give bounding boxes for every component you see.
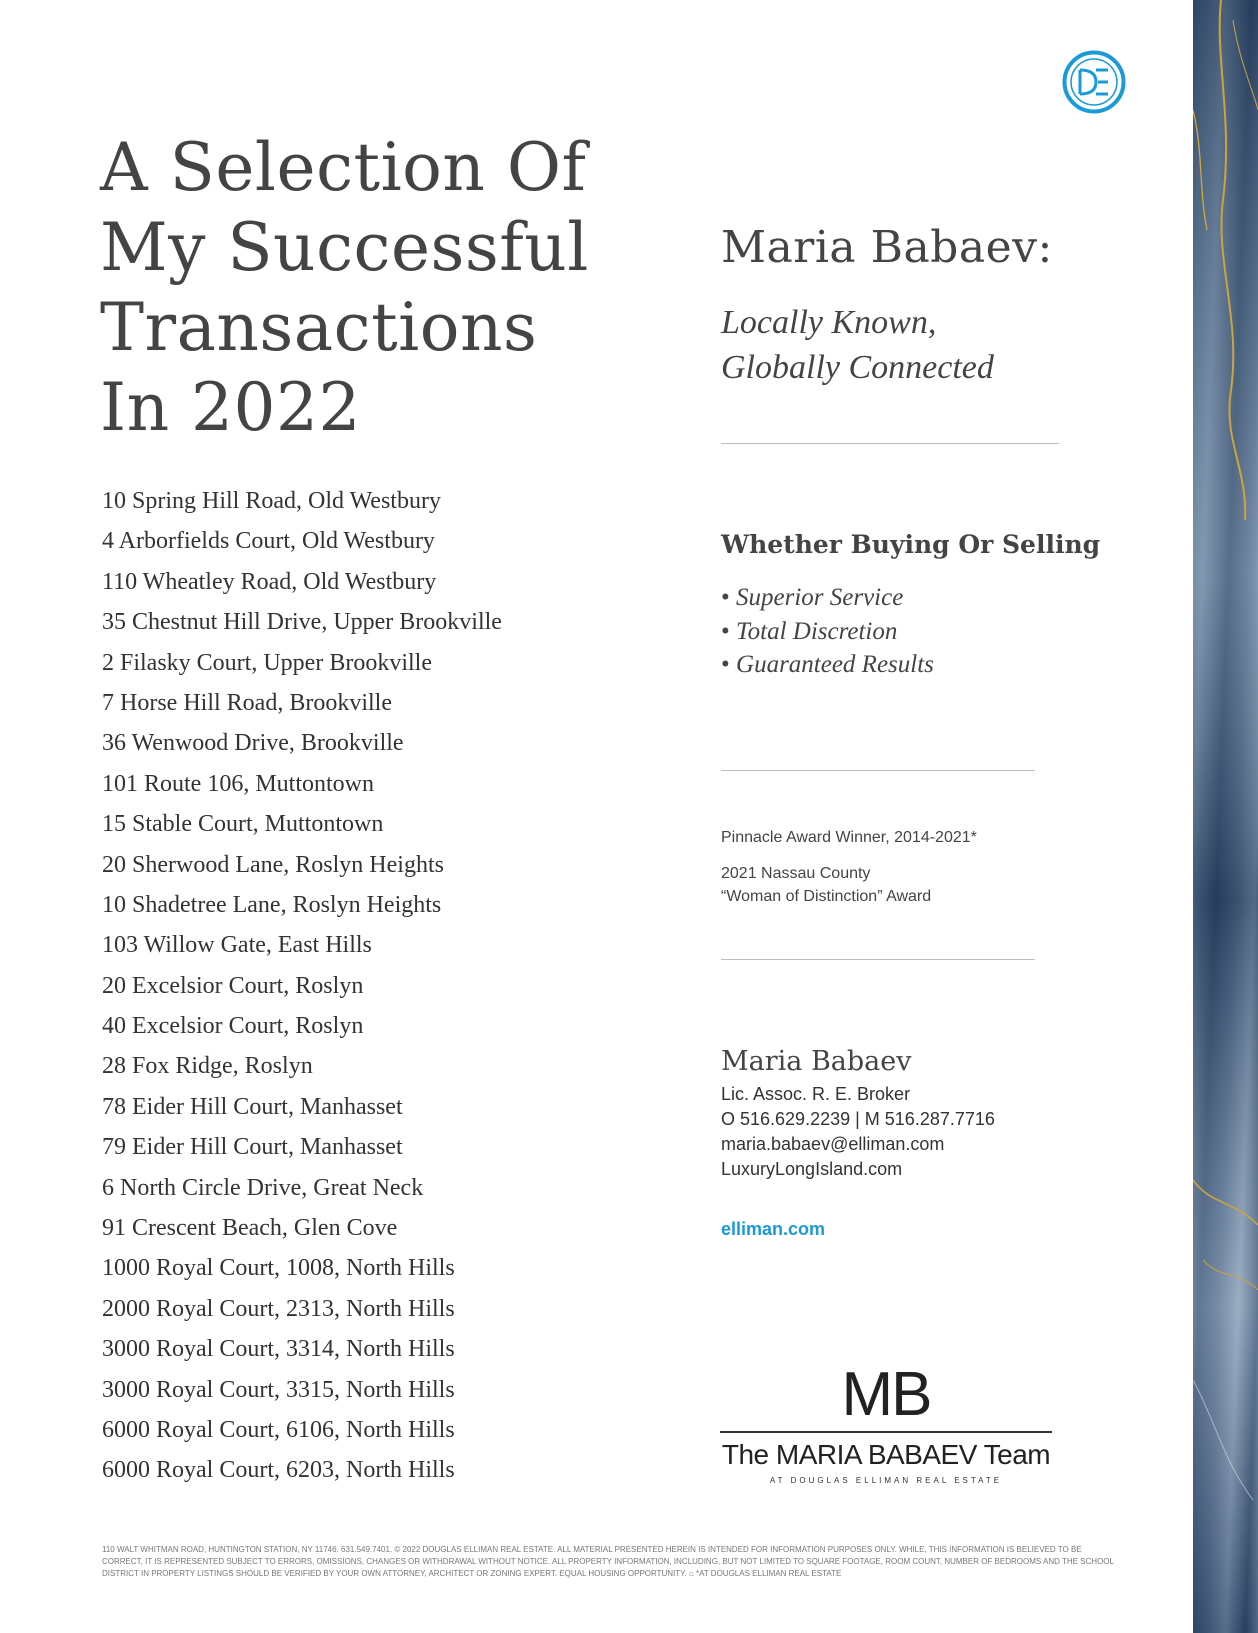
tagline <box>721 300 994 390</box>
team-monogram: MB <box>841 1360 931 1429</box>
agent-heading: Maria Babaev: <box>721 222 1053 273</box>
divider <box>721 959 1035 960</box>
elliman-link[interactable]: elliman.com <box>721 1219 826 1239</box>
award-nassau <box>721 862 931 908</box>
list-item: 110 Wheatley Road, Old Westbury <box>102 568 437 595</box>
tagline-line: Globally Connected <box>721 349 994 386</box>
contact-phones: O 516.629.2239 | M 516.287.7716 <box>721 1109 995 1129</box>
list-item: 20 Excelsior Court, Roslyn <box>102 972 364 999</box>
list-item: 101 Route 106, Muttontown <box>102 770 375 797</box>
title-line: Transactions <box>100 289 538 366</box>
service-item: • Superior Service <box>721 584 934 618</box>
contact-email-link[interactable]: maria.babaev@elliman.com <box>721 1134 945 1154</box>
team-logo-rule <box>720 1431 1052 1433</box>
list-item: 2000 Royal Court, 2313, North Hills <box>102 1295 455 1322</box>
douglas-elliman-logo <box>1062 50 1126 114</box>
title-line: In 2022 <box>100 369 362 446</box>
list-item: 103 Willow Gate, East Hills <box>102 932 372 959</box>
team-name: The MARIA BABAEV Team <box>721 1439 1051 1470</box>
contact-details <box>721 1082 995 1182</box>
contact-website-link[interactable]: LuxuryLongIsland.com <box>721 1159 903 1179</box>
divider <box>721 770 1035 771</box>
services-list <box>721 584 934 685</box>
list-item: 79 Eider Hill Court, Manhasset <box>102 1134 403 1161</box>
list-item: 15 Stable Court, Muttontown <box>102 811 384 838</box>
list-item: 1000 Royal Court, 1008, North Hills <box>102 1255 455 1282</box>
list-item: 3000 Royal Court, 3314, North Hills <box>102 1336 455 1363</box>
team-logo <box>720 1362 1052 1487</box>
award-pinnacle: Pinnacle Award Winner, 2014-2021* <box>721 829 977 846</box>
title-line: A Selection Of <box>100 129 587 206</box>
award-line: “Woman of Distinction” Award <box>721 888 932 905</box>
divider <box>721 443 1059 444</box>
list-item: 78 Eider Hill Court, Manhasset <box>102 1093 403 1120</box>
list-item: 28 Fox Ridge, Roslyn <box>102 1053 313 1080</box>
list-item: 7 Horse Hill Road, Brookville <box>102 689 392 716</box>
list-item: 35 Chestnut Hill Drive, Upper Brookville <box>102 609 502 636</box>
list-item: 6000 Royal Court, 6203, North Hills <box>102 1457 455 1484</box>
award-line: 2021 Nassau County <box>721 865 871 882</box>
services-heading: Whether Buying Or Selling <box>721 530 1101 559</box>
list-item: 6 North Circle Drive, Great Neck <box>102 1174 424 1201</box>
title-line: My Successful <box>100 209 589 286</box>
contact-name: Maria Babaev <box>721 1046 912 1077</box>
list-item: 36 Wenwood Drive, Brookville <box>102 730 404 757</box>
list-item: 10 Shadetree Lane, Roslyn Heights <box>102 891 442 918</box>
list-item: 3000 Royal Court, 3315, North Hills <box>102 1376 455 1403</box>
list-item: 91 Crescent Beach, Glen Cove <box>102 1215 398 1242</box>
service-item: • Guaranteed Results <box>721 651 934 685</box>
list-item: 2 Filasky Court, Upper Brookville <box>102 649 432 676</box>
list-item: 40 Excelsior Court, Roslyn <box>102 1013 364 1040</box>
contact-title: Lic. Assoc. R. E. Broker <box>721 1084 911 1104</box>
list-item: 10 Spring Hill Road, Old Westbury <box>102 488 441 514</box>
list-item: 20 Sherwood Lane, Roslyn Heights <box>102 851 444 878</box>
list-item: 4 Arborfields Court, Old Westbury <box>102 528 435 555</box>
tagline-line: Locally Known, <box>721 304 937 341</box>
legal-disclaimer: 110 WALT WHITMAN ROAD, HUNTINGTON STATION, NY 11746. 631.549.7401. © 2022 DOUGLAS ELLIMAN REAL ESTATE. ALL MATERIAL PRESENTED HEREIN IS INTENDED FOR INFORMATION PURPOSES ONLY. WHILE, THIS INFORMATION IS BELIEVED TO BE CORRECT, IT IS REPRESENTED SUBJECT TO ERRORS, OMISSIONS, CHANGES OR WITHDRAWAL WITHOUT NOTICE. ALL PROPERTY INFORMATION, INCLUDING, BUT NOT LIMITED TO SQUARE FOOTAGE, ROOM COUNT, NUMBER OF BEDROOMS AND THE SCHOOL DISTRICT IN PROPERTY LISTINGS SHOULD BE VERIFIED BY YOUR OWN ATTORNEY, ARCHITECT OR ZONING EXPERT. EQUAL HOUSING OPPORTUNITY. ⌂ *AT DOUGLAS ELLIMAN REAL ESTATE <box>102 1545 1114 1578</box>
list-item: 6000 Royal Court, 6106, North Hills <box>102 1416 455 1443</box>
team-subtitle: AT DOUGLAS ELLIMAN REAL ESTATE <box>769 1476 1003 1485</box>
transactions-list <box>102 486 502 1496</box>
page-title <box>100 128 660 448</box>
marble-decoration <box>1193 0 1258 1633</box>
service-item: • Total Discretion <box>721 618 934 652</box>
